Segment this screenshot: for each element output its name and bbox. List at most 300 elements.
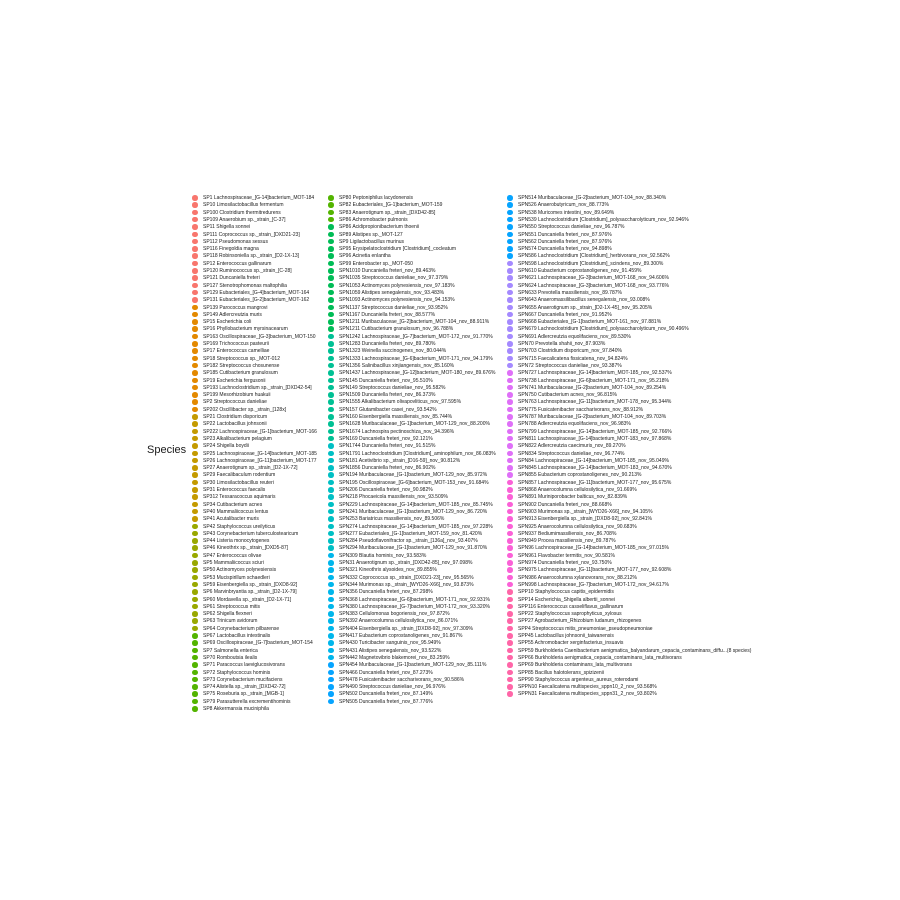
legend-key-dot	[192, 334, 198, 340]
legend-key-dot	[192, 407, 198, 413]
legend-key-dot	[507, 502, 513, 508]
legend-item-label: SPN574 Duncaniella freteri_nov_94.898%	[518, 246, 612, 253]
legend-item-label: SP27 Anaerotignum sp._strain_[D2-1X-72]	[203, 465, 298, 472]
legend-key-dot	[192, 436, 198, 442]
legend-key-dot	[507, 670, 513, 676]
legend-key-dot	[328, 392, 334, 398]
legend-item-label: SP111 Coprococcus sp._strain_[DXD21-23]	[203, 231, 300, 238]
legend-item-label: SP118 Robinsoniella sp._strain_[D2-1X-13]	[203, 253, 300, 260]
legend-item-label: SPP55 Achromobacter xerginfacterius_insuavis	[518, 640, 624, 647]
legend-item-label: SP40 Mammaliicoccus lentus	[203, 508, 269, 515]
legend-item-label: SP163 Oscillospiraceae_[G-3]bacterium_MOT-150	[203, 333, 316, 340]
legend-item-label: SP10 Limosilactobacillus fermentum	[203, 202, 284, 209]
legend-key-dot	[192, 224, 198, 230]
legend-key-dot	[328, 370, 334, 376]
legend-key-dot	[328, 604, 334, 610]
legend-item-label: SPN788 Adlercreutzia equolifaciens_nov_96.983%	[518, 421, 631, 428]
legend-item-label: SP86 Achromobacter pulmonis	[339, 216, 408, 223]
legend-item-label: SPN514 Muribaculaceae_[G-2]bacterium_MOT-104_nov_88.340%	[518, 195, 667, 201]
legend-item-label: SPN975 Lachnospiraceae_[G-11]bacterium_MOT-177_nov_92.608%	[518, 567, 672, 574]
legend-item-label: SPN855 Eubacterium coprostanoligenes_nov_90.213%	[518, 472, 642, 479]
legend-item-label: SPN478 Fusicatenibacter saccharivorans_nov_90.586%	[339, 676, 465, 683]
legend-item-label: SP19 Escherichia fergusonii	[203, 377, 266, 384]
legend-key-dot	[192, 326, 198, 332]
legend-key-dot	[328, 538, 334, 544]
legend-item-label: SP74 Alistella sp._strain_[DXD42-72]	[203, 684, 286, 691]
legend-item-label: SPN961 Flavobacter termitis_nov_90.581%	[518, 552, 615, 559]
legend-item-label: SPN775 Fusicatenibacter saccharivorans_nov_88.912%	[518, 406, 644, 413]
legend-item-label: SPN586 Lachnoclostridium [Clostridium]_herbivorans_nov_92.562%	[518, 253, 670, 260]
legend-item-label: SP61 Streptococcus mitis	[203, 603, 260, 610]
legend-item-label: SPPN31 Faecalicatena multispecies_sppn31_2_nov_93.802%	[518, 691, 657, 698]
legend-item-label: SPN241 Muribaculaceae_[G-1]bacterium_MOT-129_nov_86.720%	[339, 508, 488, 515]
legend-key-dot	[507, 210, 513, 216]
legend-key-dot	[192, 516, 198, 522]
legend-key-dot	[328, 429, 334, 435]
legend-key-dot	[192, 290, 198, 296]
legend-key-dot	[192, 421, 198, 427]
legend-key-dot	[192, 385, 198, 391]
legend-key-dot	[507, 348, 513, 354]
legend-item-label: SPN868 Anaerocolumna cellulosilytica_nov_91.669%	[518, 487, 637, 493]
legend-key-dot	[192, 297, 198, 303]
legend-item-label: SP96 Acinetia enlantha	[339, 253, 391, 260]
legend-item-label: SPN490 Streptococcus danieliae_nov_96.976%	[339, 684, 446, 691]
legend-key-dot	[192, 378, 198, 384]
legend-item-label: SPN332 Coprococcus sp._strain_[DXD21-23]_nov_95.565%	[339, 574, 474, 581]
legend-item-label: SP86 Acidipropionibacterium thoenii	[339, 224, 420, 231]
legend-key-dot	[328, 480, 334, 486]
legend-key-dot	[507, 553, 513, 559]
legend-key-dot	[507, 319, 513, 325]
legend-item-label: SPN31 Anaerotignum sp._strain_[DXD42-85]_nov_97.098%	[339, 560, 473, 566]
legend-key-dot	[192, 538, 198, 544]
legend-key-dot	[507, 451, 513, 457]
legend-key-dot	[192, 443, 198, 449]
legend-item-label: SP82 Eubacteriales_[G-1]bacterium_MOT-159	[339, 202, 443, 209]
legend-key-dot	[507, 626, 513, 632]
legend-key-dot	[328, 597, 334, 603]
legend-key-dot	[192, 246, 198, 252]
legend-key-dot	[192, 312, 198, 318]
legend-item-label: SPN1628 Muribaculaceae_[G-1]bacterium_MOT-129_nov_88.200%	[339, 421, 490, 428]
legend-key-dot	[192, 560, 198, 566]
legend-key-dot	[192, 275, 198, 281]
legend-item-label: SPN1035 Streptococcus danieliae_nov_97.379%	[339, 275, 449, 282]
legend-key-dot	[192, 582, 198, 588]
legend-key-dot	[328, 283, 334, 289]
legend-key-dot	[192, 575, 198, 581]
legend-key-dot	[192, 370, 198, 376]
legend-item-label: SPN845 Lachnospiraceae_[G-14]bacterium_MOT-183_nov_94.670%	[518, 465, 672, 472]
legend-key-dot	[328, 305, 334, 311]
legend-item-label: SPN715 Faecalicatena fissicatena_nov_94.824%	[518, 355, 628, 362]
legend-item-label: SPN1509 Duncaniella freteri_nov_86.373%	[339, 392, 436, 399]
legend-item-label: SPN194 Muribaculaceae_[G-1]bacterium_MOT-129_nov_85.972%	[339, 472, 488, 479]
legend-key-dot	[507, 560, 513, 566]
legend-item-label: SPN1437 Lachnospiraceae_[G-12]bacterium_MOT-180_nov_89.676%	[339, 370, 496, 377]
legend-key-dot	[192, 670, 198, 676]
legend-key-dot	[328, 465, 334, 471]
legend-item-label: SPP90 Staphylococcus argenteus_aureus_roterodami	[518, 676, 639, 683]
legend-key-dot	[192, 363, 198, 369]
legend-key-dot	[328, 348, 334, 354]
legend-key-dot	[328, 699, 334, 705]
legend-item-label: SPN538 Muricomes intestini_nov_89.649%	[518, 209, 615, 216]
legend-key-dot	[192, 232, 198, 238]
legend-item-label: SP75 Roseburia sp._strain_[MGB-1]	[203, 691, 284, 698]
legend-key-dot	[328, 531, 334, 537]
legend-item-label: SP127 Stenotrophomonas maltophilia	[203, 282, 287, 289]
legend-item-label: SP8 Akkermansia muciniphila	[203, 706, 269, 712]
legend-key-dot	[328, 363, 334, 369]
legend-key-dot	[507, 640, 513, 646]
legend-key-dot	[507, 480, 513, 486]
legend-item-label: SP121 Duncaniella freteri	[203, 275, 260, 282]
legend-key-dot	[328, 239, 334, 245]
legend-item-label: SPN70 Prevotella shahii_nov_87.903%	[518, 341, 606, 347]
legend-item-label: SP202 Oscillibacter sp._strain_[128x]	[203, 406, 287, 413]
legend-item-label: SPP69 Burkholderia contaminans_lata_multivorans	[518, 662, 632, 669]
legend-item-label: SPN1323 Weinella succinogenes_nov_80.044%	[339, 348, 447, 355]
legend-key-dot	[507, 662, 513, 668]
legend-item-label: SPN1211 Cutibacterium granulosum_nov_96.788%	[339, 326, 454, 333]
legend-item-label: SP26 Lachnospiraceae_[G-11]bacterium_MOT-177	[203, 457, 317, 464]
legend-item-label: SPN621 Lachnospiraceae_[G-3]bacterium_MOT-168_nov_94.606%	[518, 275, 669, 282]
legend-item-label: SP182 Streptococcus chosunense	[203, 362, 280, 369]
legend-item-label: SP99 Enterobacter sp._MOT-050	[339, 260, 413, 267]
legend-item-label: SP79 Parasutterella excrementihominis	[203, 698, 291, 705]
legend-key-dot	[328, 232, 334, 238]
legend-item-label: SP131 Eubacteriales_[G-2]bacterium_MOT-162	[203, 297, 310, 304]
legend-item-label: SP67 Lactobacillus intestinalis	[203, 633, 271, 639]
legend-item-label: SPN1093 Actinomyces polynesiensis_nov_94.153%	[339, 297, 455, 304]
legend-key-dot	[507, 538, 513, 544]
legend-key-dot	[192, 509, 198, 515]
legend-key-dot	[192, 283, 198, 289]
legend-key-dot	[192, 662, 198, 668]
legend-key-dot	[507, 246, 513, 252]
legend-item-label: SPN253 Bariatricus massiliensis_nov_89.506%	[339, 516, 445, 523]
legend-key-dot	[328, 567, 334, 573]
legend-item-label: SP70 Romboutsia ilealis	[203, 654, 258, 661]
legend-key-dot	[507, 385, 513, 391]
legend-item-label: SPN1167 Duncaniella freteri_nov_88.577%	[339, 311, 436, 318]
legend-item-label: SP42 Staphylococcus ureilyticus	[203, 523, 276, 530]
legend-key-dot	[507, 399, 513, 405]
legend-item-label: SPN974 Duncaniella freteri_nov_93.750%	[518, 560, 612, 566]
legend-item-label: SPN811 Lachnospiraceae_[G-14]bacterium_MOT-183_nov_97.868%	[518, 435, 672, 442]
legend-key-dot	[507, 443, 513, 449]
legend-item-label: SPN949 Procea massiliensis_nov_89.787%	[518, 538, 616, 545]
legend-item-label: SPN834 Streptococcus danieliae_nov_96.774%	[518, 450, 625, 457]
legend-key-dot	[328, 458, 334, 464]
legend-item-label: SP193 Lachnoclostridium sp._strain_[DXD42-54]	[203, 384, 312, 391]
legend-key-dot	[328, 472, 334, 478]
legend-item-label: SPN679 Lachnoclostridium [Clostridium]_polysaccharolyticum_nov_90.496%	[518, 326, 689, 333]
legend-key-dot	[192, 399, 198, 405]
legend-key-dot	[328, 246, 334, 252]
legend-item-label: SPN454 Muribaculaceae_[G-1]bacterium_MOT-129_nov_85.111%	[339, 662, 487, 669]
legend-key-dot	[192, 604, 198, 610]
legend-key-dot	[192, 691, 198, 697]
legend-item-label: SP109 Anaerobium sp._strain_[C-37]	[203, 216, 286, 223]
legend-key-dot	[507, 465, 513, 471]
legend-key-dot	[328, 290, 334, 296]
legend-item-label: SPN655 Anaerotignum sp._strain_[D2-1X-45]_nov_95.205%	[518, 304, 653, 311]
legend-key-dot	[507, 275, 513, 281]
legend-key-dot	[507, 487, 513, 493]
legend-item-label: SPN857 Lachnospiraceae_[G-11]bacterium_MOT-177_nov_95.675%	[518, 479, 672, 486]
legend-item-label: SP31 Enterococcus faecalis	[203, 487, 266, 493]
legend-key-dot	[328, 626, 334, 632]
legend-key-dot	[507, 290, 513, 296]
legend-item-label: SP83 Anaerotignum sp._strain_[DXD42-85]	[339, 209, 436, 216]
legend-item-label: SPN218 Phocaeicola massiliensis_nov_93.509%	[339, 494, 448, 501]
legend-item-label: SPN624 Lachnospiraceae_[G-3]bacterium_MOT-168_nov_93.776%	[518, 282, 669, 289]
legend-item-label: SPN1010 Duncaniella freteri_nov_89.463%	[339, 268, 436, 274]
legend-key-dot	[328, 319, 334, 325]
legend-key-dot	[328, 385, 334, 391]
legend-key-dot	[192, 597, 198, 603]
legend-key-dot	[328, 312, 334, 318]
legend-item-label: SPN431 Alistipes senegalensis_nov_93.522%	[339, 647, 442, 654]
legend-item-label: SP9 Ligilactobacillus murinus	[339, 238, 405, 245]
legend-item-label: SPN998 Lachnospiraceae_[G-7]bacterium_MOT-172_nov_94.617%	[518, 581, 669, 588]
legend-item-label: SP149 Adlercreutzia muris	[203, 311, 262, 318]
legend-key-dot	[507, 611, 513, 617]
legend-key-dot	[192, 487, 198, 493]
legend-key-dot	[328, 407, 334, 413]
legend-item-label: SPN1356 Salinibacillus xinjiangensis_nov_85.160%	[339, 362, 455, 369]
legend-key-dot	[507, 305, 513, 311]
legend-item-label: SP80 Peptoniphilus lacydonensis	[339, 195, 413, 201]
legend-key-dot	[507, 472, 513, 478]
legend-item-label: SP18 Streptococcus sp._MOT-012	[203, 355, 280, 362]
legend-item-label: SP34 Cutibacterium acnes	[203, 501, 263, 508]
legend-item-label: SP169 Trichococcus pasteurii	[203, 341, 269, 347]
legend-item-label: SP17 Enterococcus camelliae	[203, 348, 270, 355]
legend-key-dot	[192, 633, 198, 639]
legend-item-label: SPN562 Duncaniella freteri_nov_87.976%	[518, 238, 612, 245]
legend-key-dot	[192, 640, 198, 646]
legend-item-label: SPN551 Duncaniella freteri_nov_87.976%	[518, 231, 612, 238]
legend-item-label: SP7 Salmonella enterica	[203, 647, 258, 654]
legend-key-dot	[192, 531, 198, 537]
legend-item-label: SPN691 Adlercreutzia equolifaciens_nov_89.530%	[518, 333, 631, 340]
legend-key-dot	[328, 618, 334, 624]
legend-key-dot	[192, 502, 198, 508]
legend-item-label: SPN274 Lachnospiraceae_[G-14]bacterium_MOT-185_nov_97.228%	[339, 523, 493, 530]
legend-item-label: SPN1791 Lachnoclostridium [Clostridium]_aminophilum_nov_86.083%	[339, 450, 496, 457]
legend-item-label: SPP45 Lactobacillus johnsonii_taiwanensis	[518, 633, 614, 639]
legend-key-dot	[507, 378, 513, 384]
legend-item-label: SPN284 Pseudoflavonifractor sp._strain_[136a]_nov_93.407%	[339, 538, 478, 545]
legend-title: Species	[147, 444, 187, 456]
legend-key-dot	[192, 648, 198, 654]
legend-key-dot	[192, 341, 198, 347]
legend-item-label: SP59 Eisenbergiella sp._strain_[DXD8-92]	[203, 581, 298, 588]
legend-item-label: SP185 Cutibacterium granulosum	[203, 370, 278, 377]
legend-item-label: SP72 Staphylococcus hominis	[203, 669, 271, 676]
legend-item-label: SP222 Lachnospiraceae_[G-1]bacterium_MOT-166	[203, 428, 317, 435]
legend-item-label: SPN1555 Alkalibacterium olivapovliticus_nov_97.595%	[339, 399, 462, 406]
legend-item-label: SPN741 Muribaculaceae_[G-2]bacterium_MOT-104_nov_89.254%	[518, 384, 667, 391]
legend-key-dot	[192, 319, 198, 325]
legend-key-dot	[507, 633, 513, 639]
legend-item-label: SP95 Erysipelatoclostridium [Clostridium]_cocleatum	[339, 246, 456, 253]
legend-key-dot	[507, 407, 513, 413]
legend-item-label: SPN1137 Streptococcus danieliae_nov_93.952%	[339, 304, 448, 311]
legend-key-dot	[507, 429, 513, 435]
legend-key-dot	[192, 618, 198, 624]
legend-item-label: SPN229 Lachnospiraceae_[G-14]bacterium_MOT-185_nov_85.745%	[339, 501, 493, 508]
legend-key-dot	[507, 370, 513, 376]
legend-item-label: SP29 Faecalibaculum rodentium	[203, 472, 276, 479]
legend-item-label: SP16 Phyllobacterium myrsinacearum	[203, 326, 288, 333]
legend-item-label: SP5 Mammaliicoccus sciuri	[203, 560, 264, 566]
legend-key-dot	[507, 436, 513, 442]
legend-key-dot	[192, 553, 198, 559]
legend-item-label: SPP10 Staphylococcus capitis_epidermidis	[518, 589, 614, 596]
legend-item-label: SPN822 Adlercreutzia caecimuris_nov_89.270%	[518, 443, 626, 450]
legend-item-label: SPN294 Muribaculaceae_[G-1]bacterium_MOT-129_nov_91.870%	[339, 545, 488, 552]
legend-key-dot	[192, 545, 198, 551]
legend-key-dot	[328, 640, 334, 646]
legend-item-label: SPN380 Lachnospiraceae_[G-7]bacterium_MOT-172_nov_93.320%	[339, 603, 490, 610]
legend-key-dot	[192, 195, 198, 201]
legend-key-dot	[507, 589, 513, 595]
legend-item-label: SPN1744 Duncaniella freteri_nov_91.515%	[339, 443, 436, 450]
legend-item-label: SPN392 Anaerocolumna cellulosilytica_nov_86.071%	[339, 618, 458, 625]
legend-key-dot	[328, 611, 334, 617]
legend-key-dot	[507, 691, 513, 697]
legend-key-dot	[328, 399, 334, 405]
legend-key-dot	[328, 655, 334, 661]
legend-key-dot	[192, 458, 198, 464]
legend-key-dot	[328, 268, 334, 274]
legend-item-label: SP2 Streptococcus danieliae	[203, 399, 267, 406]
legend-item-label: SP63 Trinicum avidorum	[203, 618, 258, 625]
legend-key-dot	[328, 691, 334, 697]
legend-item-label: SP71 Paracoccus laeviglucosivorans	[203, 662, 285, 669]
legend-item-label: SPN1856 Duncaniella freteri_nov_86.902%	[339, 465, 436, 472]
legend-key-dot	[192, 392, 198, 398]
legend-key-dot	[328, 677, 334, 683]
legend-item-label: SPN903 Murimonas sp._strain_[WYD26-X66]_nov_94.105%	[518, 508, 653, 515]
legend-item-label: SPN72 Streptococcus danieliae_nov_93.387%	[518, 362, 622, 369]
legend-item-label: SP312 Tessaracoccus aquimaris	[203, 494, 276, 501]
legend-item-label: SPN550 Streptococcus danieliae_nov_96.787%	[518, 224, 625, 231]
legend-item-label: SP199 Mesorhizobium huakuii	[203, 392, 271, 399]
legend-item-label: SPN891 Muriniporobacter balticus_nov_82.839%	[518, 494, 628, 501]
legend-key-dot	[328, 275, 334, 281]
legend-item-label: SP60 Mordavella sp._strain_[D2-1X-71]	[203, 596, 292, 603]
legend-item-label: SPN195 Oscillospiraceae_[G-6]bacterium_MOT-153_nov_91.684%	[339, 479, 489, 486]
legend-item-label: SP120 Ruminococcus sp._strain_[C-28]	[203, 268, 292, 274]
legend-item-label: SPN925 Anaerocolumna cellulosilytica_nov_90.683%	[518, 523, 637, 530]
legend-key-dot	[507, 268, 513, 274]
legend-item-label: SPN442 Magnetovibrio blakemorei_nov_83.259%	[339, 654, 450, 661]
legend-item-label: SPN799 Lachnospiraceae_[G-14]bacterium_MOT-185_nov_92.766%	[518, 428, 672, 435]
legend-key-dot	[507, 312, 513, 318]
legend-key-dot	[192, 210, 198, 216]
legend-key-dot	[507, 334, 513, 340]
legend-key-dot	[328, 633, 334, 639]
legend-key-dot	[328, 297, 334, 303]
legend-item-label: SPN356 Duncaniella freteri_nov_87.298%	[339, 589, 433, 596]
legend-item-label: SP116 Finegoldia magna	[203, 246, 259, 253]
legend-key-dot	[507, 516, 513, 522]
legend-key-dot	[507, 582, 513, 588]
legend-key-dot	[328, 356, 334, 362]
legend-key-dot	[192, 465, 198, 471]
legend-key-dot	[507, 297, 513, 303]
legend-item-label: SPP66 Burkholderia aenigmatica_cepacia_contaminans_lata_multivorans	[518, 654, 682, 661]
legend-key-dot	[192, 239, 198, 245]
legend-key-dot	[328, 414, 334, 420]
legend-key-dot	[507, 531, 513, 537]
legend-item-label: SP44 Listeria monocytogenes	[203, 538, 270, 545]
legend-item-label: SPP27 Agrobacterium_Rhizobium ludanum_rhizogenes	[518, 618, 642, 625]
legend-key-dot	[507, 261, 513, 267]
legend-key-dot	[328, 341, 334, 347]
legend-key-dot	[328, 202, 334, 208]
legend-key-dot	[328, 436, 334, 442]
legend-key-dot	[192, 261, 198, 267]
legend-key-dot	[192, 356, 198, 362]
legend-item-label: SPN667 Duncaniella freteri_nov_91.952%	[518, 311, 612, 318]
legend-key-dot	[192, 472, 198, 478]
legend-item-label: SPN169 Duncaniella freteri_nov_92.121%	[339, 435, 433, 442]
legend-item-label: SPP116 Enterococcus casseliflavus_gallinarum	[518, 603, 624, 610]
legend-key-dot	[507, 202, 513, 208]
legend-item-label: SP6 Marvinbryantia sp._strain_[D2-1X-79]	[203, 589, 297, 596]
legend-item-label: SP53 Mucispirillum schaedleri	[203, 574, 270, 581]
legend-key-dot	[192, 414, 198, 420]
legend-key-dot	[507, 421, 513, 427]
legend-item-label: SPN787 Muribaculaceae_[G-2]bacterium_MOT-104_nov_89.703%	[518, 414, 667, 420]
legend-item-label: SPN539 Lachnoclostridium [Clostridium]_polysaccharolyticum_nov_92.946%	[518, 216, 689, 223]
legend-item-label: SPP22 Staphylococcus saprophyticus_xylosus	[518, 611, 622, 618]
legend-key-dot	[507, 239, 513, 245]
legend-key-dot	[192, 253, 198, 259]
legend-item-label: SP100 Clostridium thermitredurens	[203, 209, 281, 216]
legend-item-label: SPPN10 Faecalicatena multispecies_sppn10_2_nov_93.568%	[518, 684, 657, 691]
legend-item-label: SPN727 Lachnospiraceae_[G-14]bacterium_MOT-185_nov_92.537%	[518, 370, 672, 377]
legend-key-dot	[328, 516, 334, 522]
legend-key-dot	[507, 392, 513, 398]
legend-item-label: SP1 Lachnospiraceae_[G-14]bacterium_MOT-184	[203, 195, 315, 201]
legend-item-label: SPN417 Eubacterium coprostanoligenes_nov_91.867%	[339, 633, 463, 639]
legend-key-dot	[192, 655, 198, 661]
legend-key-dot	[192, 268, 198, 274]
legend-item-label: SPN598 Lachnoclostridium [Clostridium]_scindens_nov_89.300%	[518, 260, 664, 267]
legend-item-label: SP23 Alkalibacterium pelagium	[203, 435, 272, 442]
legend-item-label: SP22 Lactobacillus johnsonii	[203, 421, 267, 428]
legend-key-dot	[192, 451, 198, 457]
legend-item-label: SP30 Limosilactobacillus reuteri	[203, 479, 274, 486]
legend-key-dot	[507, 509, 513, 515]
legend-key-dot	[192, 202, 198, 208]
legend-item-label: SP112 Pseudomonas sessus	[203, 238, 268, 245]
legend-key-dot	[507, 341, 513, 347]
legend-key-dot	[192, 567, 198, 573]
legend-key-dot	[507, 458, 513, 464]
legend-item-label: SPN1674 Lachnospira pectinoschiza_nov_94.396%	[339, 428, 455, 435]
legend-key-dot	[192, 611, 198, 617]
legend-item-label: SPN383 Cellulomonas bogoriensis_nov_97.872%	[339, 611, 450, 618]
